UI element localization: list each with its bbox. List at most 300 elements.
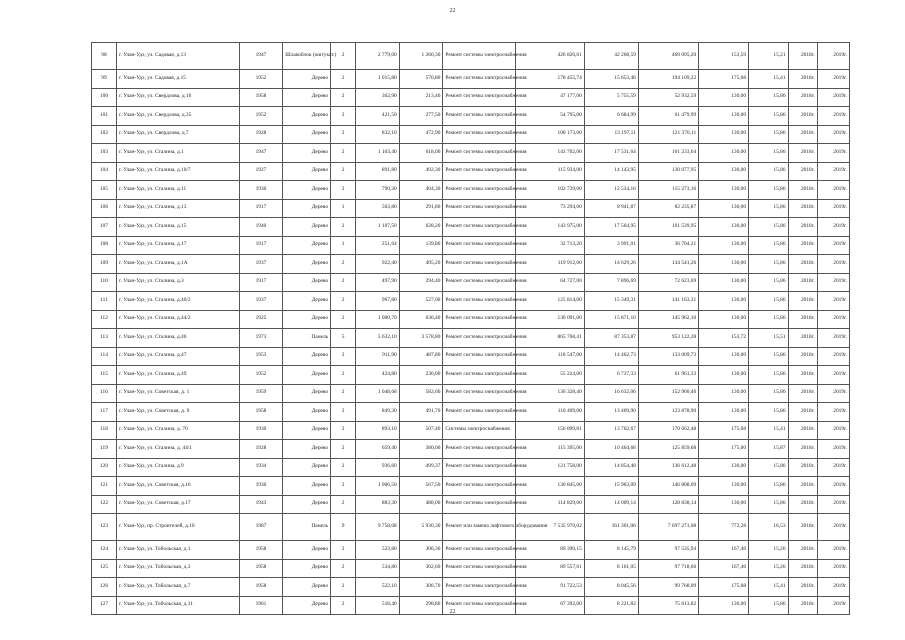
table-cell: 2 xyxy=(331,421,356,440)
table-cell: г. Улан-Удэ, ул. Сталина, д. 70 xyxy=(116,421,239,440)
table-row xyxy=(92,292,850,311)
table-cell: г. Улан-Удэ, ул. Сталина, д.17 xyxy=(116,236,239,255)
table-cell: 130,00 xyxy=(699,125,749,144)
table-cell: 2018г. xyxy=(788,514,817,541)
table-cell: 9 xyxy=(331,514,356,541)
table-cell: 2019г. xyxy=(817,70,849,89)
table-cell: 1927 xyxy=(239,162,283,181)
table-cell: 145 962,10 xyxy=(638,310,698,329)
table-cell: Дерево xyxy=(283,236,331,255)
table-cell: 2019г. xyxy=(817,273,849,292)
table-cell: 2019г. xyxy=(817,181,849,200)
table-cell: 2 xyxy=(331,458,356,477)
table-cell: 130 845,00 xyxy=(516,477,585,496)
table-cell: 1961 xyxy=(239,596,283,615)
table-cell: 130,00 xyxy=(699,181,749,200)
table-row xyxy=(92,458,850,477)
table-cell: 130,00 xyxy=(699,199,749,218)
table-cell: 130,00 xyxy=(699,236,749,255)
table-cell: 104 xyxy=(92,162,117,181)
table-cell: 5 755,59 xyxy=(584,88,638,107)
table-cell: 2019г. xyxy=(817,162,849,181)
table-cell: 2018г. xyxy=(788,421,817,440)
table-cell: 12 534,16 xyxy=(584,181,638,200)
table-cell: 8 145,79 xyxy=(584,541,638,560)
table-cell: г. Улан-Удэ, ул. Сталина, д.9 xyxy=(116,458,239,477)
table-cell: 114 xyxy=(92,347,117,366)
table-cell: 2018г. xyxy=(788,181,817,200)
table-cell: Ремонт системы электроснабжения xyxy=(443,458,516,477)
table-cell: Дерево xyxy=(283,458,331,477)
table-cell: 108 173,00 xyxy=(516,125,585,144)
table-row xyxy=(92,384,850,403)
table-cell: 2 xyxy=(331,144,356,163)
table-cell: 2018г. xyxy=(788,559,817,578)
table-cell: 1 000,70 xyxy=(356,310,400,329)
table-cell: 109 xyxy=(92,255,117,274)
table-cell: 36 704,21 xyxy=(638,236,698,255)
table-cell: 2018г. xyxy=(788,273,817,292)
table-cell: 15,86 xyxy=(749,162,789,181)
table-cell: 5 930,30 xyxy=(399,514,443,541)
table-cell: 130,00 xyxy=(699,403,749,422)
table-cell: 161 233,64 xyxy=(638,144,698,163)
table-cell: Ремонт системы электроснабжения xyxy=(443,440,516,459)
table-cell: 15,86 xyxy=(749,218,789,237)
table-cell: 2018г. xyxy=(788,43,817,70)
table-cell: 2018г. xyxy=(788,347,817,366)
table-cell: 2019г. xyxy=(817,578,849,597)
table-cell: 277,50 xyxy=(399,107,443,126)
table-cell: 15,86 xyxy=(749,384,789,403)
table-cell: г. Улан-Удэ, ул. Свердлова, д.7 xyxy=(116,125,239,144)
table-cell: 89 390,15 xyxy=(516,541,585,560)
table-cell: г. Улан-Удэ, ул. Сталина, д.15 xyxy=(116,218,239,237)
table-cell: г. Улан-Удэ, ул. Сталина, д.11 xyxy=(116,181,239,200)
table-cell: 2018г. xyxy=(788,292,817,311)
table-cell: г. Улан-Удэ, ул. Сталина, д.10/7 xyxy=(116,162,239,181)
table-row xyxy=(92,43,850,70)
table-cell: 130,00 xyxy=(699,273,749,292)
table-cell: 130,00 xyxy=(699,107,749,126)
table-row xyxy=(92,181,850,200)
table-cell: 118 547,00 xyxy=(516,347,585,366)
table-cell: Дерево xyxy=(283,403,331,422)
table-cell: Ремонт системы электроснабжения xyxy=(443,541,516,560)
table-cell: 497,90 xyxy=(356,273,400,292)
table-cell: 1943 xyxy=(239,495,283,514)
table-cell: 1934 xyxy=(239,458,283,477)
table-cell: 298,80 xyxy=(399,596,443,615)
table-cell: 15,86 xyxy=(749,255,789,274)
table-cell: 15,21 xyxy=(749,43,789,70)
table-cell: 2 xyxy=(331,347,356,366)
table-cell: 175,68 xyxy=(699,421,749,440)
table-cell: 119 912,00 xyxy=(516,255,585,274)
table-cell: 527,00 xyxy=(399,292,443,311)
table-cell: 533,80 xyxy=(356,541,400,560)
table-cell: Ремонт системы электроснабжения xyxy=(443,88,516,107)
table-cell: Панель xyxy=(283,329,331,348)
table-row xyxy=(92,578,850,597)
table-cell: г. Улан-Удэ, пр. Строителей, д.10 xyxy=(116,514,239,541)
table-cell: 15,87 xyxy=(749,440,789,459)
table-cell: 115 273,16 xyxy=(638,181,698,200)
table-cell: Дерево xyxy=(283,162,331,181)
table-cell: 1 048,68 xyxy=(356,384,400,403)
table-row xyxy=(92,559,850,578)
table-cell: 3 578,80 xyxy=(399,329,443,348)
table-row xyxy=(92,236,850,255)
table-cell: 3 991,01 xyxy=(584,236,638,255)
table-cell: 618,00 xyxy=(399,144,443,163)
table-cell: г. Улан-Удэ, ул. Тобольская, д.1 xyxy=(116,541,239,560)
table-cell: 42 268,59 xyxy=(584,43,638,70)
table-row xyxy=(92,329,850,348)
table-cell: Дерево xyxy=(283,70,331,89)
table-cell: 6 737,33 xyxy=(584,366,638,385)
table-cell: 7 896,69 xyxy=(584,273,638,292)
table-cell: 117 xyxy=(92,403,117,422)
table-cell: 2019г. xyxy=(817,125,849,144)
table-cell: 161 301,06 xyxy=(584,514,638,541)
table-cell: 2 xyxy=(331,125,356,144)
table-cell: 2018г. xyxy=(788,578,817,597)
table-cell: 107 xyxy=(92,218,117,237)
table-cell: 15,86 xyxy=(749,273,789,292)
table-cell: 15,86 xyxy=(749,366,789,385)
table-cell: 14 462,73 xyxy=(584,347,638,366)
table-cell: 2018г. xyxy=(788,125,817,144)
table-cell: 115 934,00 xyxy=(516,162,585,181)
table-cell: 15,86 xyxy=(749,181,789,200)
table-cell: 893,10 xyxy=(356,421,400,440)
table-cell: 1973 xyxy=(239,329,283,348)
table-cell: г. Улан-Удэ, ул. Сталина, д.1 xyxy=(116,144,239,163)
table-cell: 2018г. xyxy=(788,144,817,163)
table-cell: 67 392,00 xyxy=(516,596,585,615)
table-cell: 2019г. xyxy=(817,144,849,163)
table-cell: 772,28 xyxy=(699,514,749,541)
table-cell: 2019г. xyxy=(817,107,849,126)
table-cell: 130 091,00 xyxy=(516,310,585,329)
table-cell: Дерево xyxy=(283,421,331,440)
table-cell: 2018г. xyxy=(788,199,817,218)
table-cell: 130,00 xyxy=(699,88,749,107)
table-cell: 1947 xyxy=(239,43,283,70)
table-cell: 2019г. xyxy=(817,514,849,541)
table-cell: 1928 xyxy=(239,125,283,144)
table-cell: г. Улан-Удэ, ул. Садовая, д.15 xyxy=(116,70,239,89)
table-cell: Ремонт системы электроснабжения xyxy=(443,125,516,144)
table-cell: 2 xyxy=(331,559,356,578)
table-cell: Ремонт системы электроснабжения xyxy=(443,559,516,578)
table-cell: г. Улан-Удэ, ул. Сталина, д.40/2 xyxy=(116,292,239,311)
table-cell: Ремонт системы электроснабжения xyxy=(443,477,516,496)
table-cell: 118 xyxy=(92,421,117,440)
table-cell: 1917 xyxy=(239,273,283,292)
table-cell: 143 702,00 xyxy=(516,144,585,163)
table-cell: Ремонт или замена лифтового оборудования xyxy=(443,514,516,541)
table-cell: 1937 xyxy=(239,292,283,311)
table-cell: 123 878,90 xyxy=(638,403,698,422)
table-cell: Системы электроснабжения xyxy=(443,421,516,440)
table-cell: 15,86 xyxy=(749,403,789,422)
table-cell: 2018г. xyxy=(788,440,817,459)
table-cell: 16,53 xyxy=(749,514,789,541)
table-cell: г. Улан-Удэ, ул. Тобольская, д.11 xyxy=(116,596,239,615)
table-cell: 1917 xyxy=(239,236,283,255)
table-row xyxy=(92,70,850,89)
table-cell: 141 163,31 xyxy=(638,292,698,311)
table-cell: 492,30 xyxy=(399,162,443,181)
table-cell: 2018г. xyxy=(788,218,817,237)
table-cell: Ремонт системы электроснабжения xyxy=(443,236,516,255)
table-cell: 1 xyxy=(331,199,356,218)
table-cell: Ремонт системы электроснабжения xyxy=(443,578,516,597)
table-cell: Шлакоблок (оштукат.) xyxy=(283,43,331,70)
table-cell: 499,37 xyxy=(399,458,443,477)
table-cell: 2018г. xyxy=(788,458,817,477)
table-cell: 175,00 xyxy=(699,440,749,459)
table-cell: 73 294,00 xyxy=(516,199,585,218)
table-cell: 103 xyxy=(92,144,117,163)
table-cell: Дерево xyxy=(283,495,331,514)
table-cell: Ремонт системы электроснабжения xyxy=(443,199,516,218)
table-cell: 105 xyxy=(92,181,117,200)
table-cell: 15,26 xyxy=(749,541,789,560)
table-cell: 576,80 xyxy=(399,70,443,89)
table-cell: г. Улан-Удэ, ул. Свердлова, д.35 xyxy=(116,107,239,126)
table-cell: 2018г. xyxy=(788,329,817,348)
table-cell: 2019г. xyxy=(817,366,849,385)
table-cell: 2019г. xyxy=(817,559,849,578)
table-cell: 99 xyxy=(92,70,117,89)
table-cell: 251,64 xyxy=(356,236,400,255)
table-cell: 82 235,87 xyxy=(638,199,698,218)
table-row xyxy=(92,541,850,560)
table-cell: 7 535 970,02 xyxy=(516,514,585,541)
table-cell: 98 xyxy=(92,43,117,70)
table-cell: 87 353,87 xyxy=(584,329,638,348)
table-cell: 936,60 xyxy=(356,458,400,477)
table-row xyxy=(92,162,850,181)
table-cell: 15,41 xyxy=(749,421,789,440)
table-cell: г. Улан-Удэ, ул. Сталина, д.3 xyxy=(116,273,239,292)
table-cell: 2 xyxy=(331,162,356,181)
table-cell: Дерево xyxy=(283,559,331,578)
table-cell: 156 899,81 xyxy=(516,421,585,440)
table-cell: 2019г. xyxy=(817,477,849,496)
table-cell: 115 395,00 xyxy=(516,440,585,459)
table-cell: г. Улан-Удэ, ул. Советская, д. 1 xyxy=(116,384,239,403)
table-cell: г. Улан-Удэ, ул. Сталина, д.46 xyxy=(116,329,239,348)
table-cell: 2018г. xyxy=(788,236,817,255)
table-cell: 1925 xyxy=(239,310,283,329)
table-cell: 52 932,59 xyxy=(638,88,698,107)
page-number-bottom: 22 xyxy=(449,609,456,615)
table-cell: 175,68 xyxy=(699,70,749,89)
table-row xyxy=(92,144,850,163)
table-cell: 2 xyxy=(331,107,356,126)
table-cell: Ремонт системы электроснабжения xyxy=(443,329,516,348)
table-cell: 2018г. xyxy=(788,477,817,496)
table-cell: 130,00 xyxy=(699,162,749,181)
table-cell: Ремонт системы электроснабжения xyxy=(443,292,516,311)
table-cell: 47 177,00 xyxy=(516,88,585,107)
table-cell: 2019г. xyxy=(817,199,849,218)
table-cell: Ремонт системы электроснабжения xyxy=(443,273,516,292)
table-cell: 2019г. xyxy=(817,347,849,366)
table-cell: Ремонт системы электроснабжения xyxy=(443,162,516,181)
table-cell: 2 xyxy=(331,181,356,200)
table-cell: 911,90 xyxy=(356,347,400,366)
table-cell: 306,30 xyxy=(399,541,443,560)
table-cell: 1987 xyxy=(239,514,283,541)
table-cell: 14 629,26 xyxy=(584,255,638,274)
table-cell: 2 xyxy=(331,88,356,107)
table-cell: 15,41 xyxy=(749,70,789,89)
table-cell: 2 xyxy=(331,43,356,70)
table-cell: 15,86 xyxy=(749,347,789,366)
table-cell: 1937 xyxy=(239,255,283,274)
table-cell: Ремонт системы электроснабжения xyxy=(443,43,516,70)
table-cell: 424,80 xyxy=(356,366,400,385)
table-cell: 1 360,30 xyxy=(399,43,443,70)
table-cell: 2018г. xyxy=(788,596,817,615)
table-cell: г. Улан-Удэ, ул. Советская, д. 9 xyxy=(116,403,239,422)
table-cell: 7 697 271,08 xyxy=(638,514,698,541)
table-cell: 8 941,87 xyxy=(584,199,638,218)
table-cell: Дерево xyxy=(283,181,331,200)
table-cell: 15 349,31 xyxy=(584,292,638,311)
table-cell: Дерево xyxy=(283,144,331,163)
table-cell: 136 612,48 xyxy=(638,458,698,477)
table-cell: 1958 xyxy=(239,88,283,107)
table-cell: 15,51 xyxy=(749,329,789,348)
table-cell: 110 409,00 xyxy=(516,403,585,422)
table-cell: 111 xyxy=(92,292,117,311)
table-cell: 133 009,73 xyxy=(638,347,698,366)
table-cell: 97 718,66 xyxy=(638,559,698,578)
table-cell: 121 xyxy=(92,477,117,496)
table-cell: 139,80 xyxy=(399,236,443,255)
table-cell: 100 xyxy=(92,88,117,107)
table-cell: 14 854,48 xyxy=(584,458,638,477)
table-cell: 2 xyxy=(331,541,356,560)
table-cell: 15,86 xyxy=(749,107,789,126)
table-cell: 2019г. xyxy=(817,458,849,477)
table-cell: 865 768,41 xyxy=(516,329,585,348)
table-cell: Ремонт системы электроснабжения xyxy=(443,495,516,514)
table-cell: 1936 xyxy=(239,181,283,200)
table-cell: 2018г. xyxy=(788,310,817,329)
table-cell: 1958 xyxy=(239,578,283,597)
table-cell: 2019г. xyxy=(817,255,849,274)
table-cell: Дерево xyxy=(283,125,331,144)
table-cell: 61 961,33 xyxy=(638,366,698,385)
table-cell: 122 xyxy=(92,495,117,514)
table-cell: 2 xyxy=(331,218,356,237)
table-cell: Ремонт системы электроснабжения xyxy=(443,218,516,237)
table-cell: 294,40 xyxy=(399,273,443,292)
table-cell: 178 455,74 xyxy=(516,70,585,89)
table-cell: Ремонт системы электроснабжения xyxy=(443,347,516,366)
table-cell: 1952 xyxy=(239,107,283,126)
table-cell: 130,00 xyxy=(699,347,749,366)
table-cell: Ремонт системы электроснабжения xyxy=(443,366,516,385)
table-cell: Дерево xyxy=(283,384,331,403)
table-cell: 2018г. xyxy=(788,107,817,126)
table-cell: 106 xyxy=(92,199,117,218)
table-cell: 194 109,22 xyxy=(638,70,698,89)
table-cell: 2 xyxy=(331,273,356,292)
table-cell: Ремонт системы электроснабжения xyxy=(443,384,516,403)
table-cell: 15 653,48 xyxy=(584,70,638,89)
table-cell: 15,86 xyxy=(749,199,789,218)
table-cell: 2019г. xyxy=(817,495,849,514)
table-body xyxy=(92,43,850,615)
table-cell: 17 564,95 xyxy=(584,218,638,237)
table-cell: Ремонт системы электроснабжения xyxy=(443,181,516,200)
table-cell: 2018г. xyxy=(788,366,817,385)
table-cell: 15 963,09 xyxy=(584,477,638,496)
table-cell: 15,86 xyxy=(749,477,789,496)
table-cell: Дерево xyxy=(283,88,331,107)
table-cell: 1917 xyxy=(239,199,283,218)
repair-schedule-table xyxy=(91,42,850,615)
table-cell: 54 795,00 xyxy=(516,107,585,126)
table-cell: 128 838,14 xyxy=(638,495,698,514)
table-cell: 130,00 xyxy=(699,596,749,615)
table-cell: 1936 xyxy=(239,477,283,496)
table-cell: 113 xyxy=(92,329,117,348)
table-cell: 1947 xyxy=(239,144,283,163)
table-cell: Ремонт системы электроснабжения xyxy=(443,255,516,274)
table-cell: 404,30 xyxy=(399,181,443,200)
table-cell: г. Улан-Удэ, ул. Садовая, д.13 xyxy=(116,43,239,70)
table-cell: 130,00 xyxy=(699,292,749,311)
table-cell: 2018г. xyxy=(788,162,817,181)
table-row xyxy=(92,107,850,126)
table-cell: 153,59 xyxy=(699,43,749,70)
table-cell: 628,20 xyxy=(399,218,443,237)
table-cell: 1 015,80 xyxy=(356,70,400,89)
table-cell: 1952 xyxy=(239,366,283,385)
table-cell: 2 xyxy=(331,70,356,89)
table-cell: 495,20 xyxy=(399,255,443,274)
table-cell: 161 539,95 xyxy=(638,218,698,237)
table-cell: 1 107,50 xyxy=(356,218,400,237)
table-cell: Дерево xyxy=(283,255,331,274)
table-cell: 167,46 xyxy=(699,559,749,578)
table-cell: 2019г. xyxy=(817,596,849,615)
table-cell: 14 143,95 xyxy=(584,162,638,181)
table-cell: 75 613,82 xyxy=(638,596,698,615)
table-cell: 967,80 xyxy=(356,292,400,311)
table-cell: 124 xyxy=(92,541,117,560)
table-cell: 582,60 xyxy=(399,384,443,403)
table-cell: 136 328,40 xyxy=(516,384,585,403)
table-cell: 13 197,11 xyxy=(584,125,638,144)
table-cell: 15,86 xyxy=(749,292,789,311)
table-cell: 421,50 xyxy=(356,107,400,126)
table-cell: 2018г. xyxy=(788,384,817,403)
table-cell: 1 xyxy=(331,236,356,255)
table-cell: 102 739,00 xyxy=(516,181,585,200)
table-row xyxy=(92,421,850,440)
table-cell: 167,46 xyxy=(699,541,749,560)
